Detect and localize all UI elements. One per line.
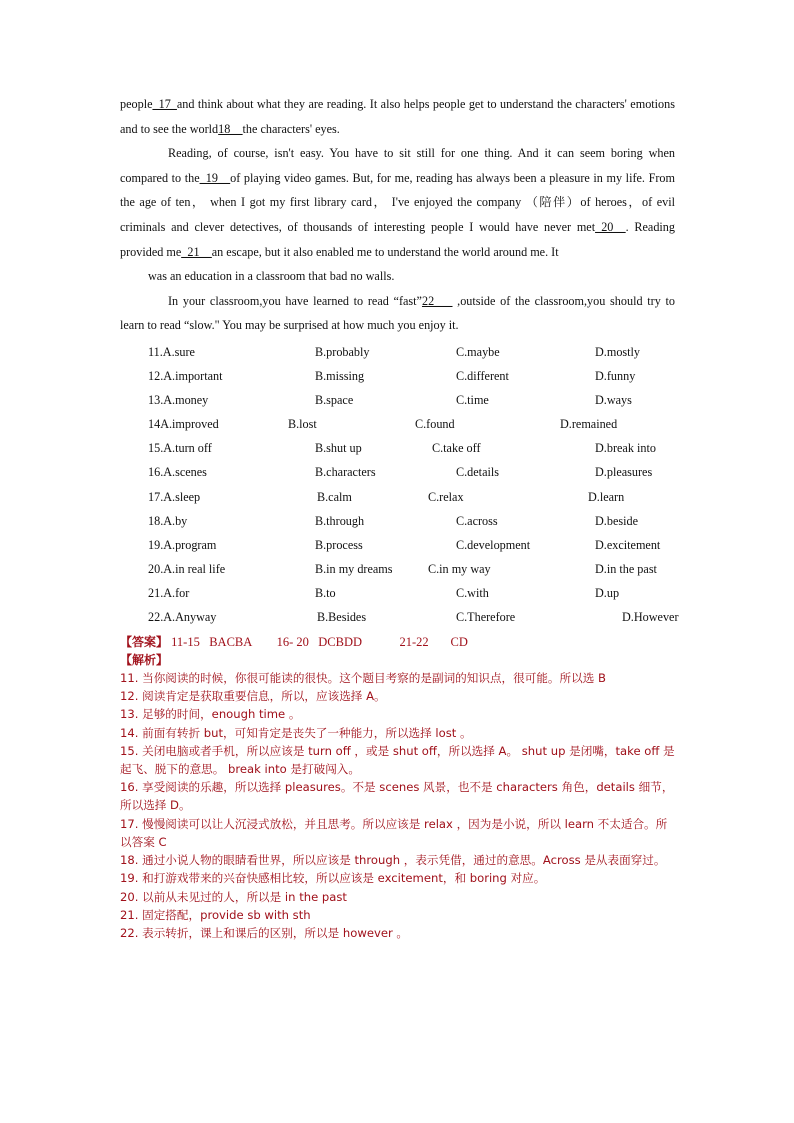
option-b: B.in my dreams: [315, 561, 393, 576]
question-options-row: [120, 605, 679, 629]
analysis-item: 19. 和打游戏带来的兴奋快感相比较，所以应该是 excitement，和 boring 对应。: [120, 871, 546, 886]
option-c: C.across: [456, 513, 498, 528]
option-c: C.take off: [432, 441, 481, 456]
passage-text: . Reading provided me: [120, 219, 675, 259]
passage-text: people: [120, 97, 153, 111]
question-options-row: [120, 533, 675, 557]
passage-text: In your classroom,you have learned to read “fast”: [168, 293, 422, 308]
option-d: D.funny: [595, 369, 636, 384]
document-page: [120, 92, 679, 942]
passage-paragraph-4: [120, 289, 675, 338]
option-b: B.space: [315, 393, 354, 408]
question-options-row: [120, 340, 675, 364]
option-c: C.maybe: [456, 344, 500, 359]
option-d: D.learn: [588, 489, 625, 504]
answer-label: 【答案】: [120, 635, 169, 650]
option-b: B.calm: [317, 489, 352, 504]
analysis-item: 21. 固定搭配，provide sb with sth: [120, 907, 311, 922]
passage-text: an escape, but it also enabled me to understand the world around me. It: [211, 244, 559, 259]
question-options-row: [120, 509, 675, 533]
analysis-item: 15. 关闭电脑或者手机，所以应该是 turn off ，或是 shut off，所以选择 A。 shut up 是闭嘴，take off 是起飞、脱下的意思。 break into 是打破闯入。: [120, 743, 675, 777]
blank-19: _19__: [199, 170, 231, 185]
blank-18: 18__: [218, 121, 243, 136]
blank-22: 22___: [421, 293, 453, 308]
option-a: 17.A.sleep: [148, 489, 201, 504]
analysis-item: 14. 前面有转折 but，可知肯定是丧失了一种能力，所以选择 lost 。: [120, 725, 472, 740]
answer-text: 11-15 BACBA 16- 20 DCBDD 21-22 CD: [171, 635, 468, 650]
option-a: 14A.improved: [148, 417, 219, 432]
blank-21: _21__: [181, 244, 212, 259]
passage-text: Reading, of course, isn't easy. You have to sit still for one thing. And it can seem boring when compared to the: [120, 146, 675, 185]
option-b: B.Besides: [317, 609, 367, 624]
analysis-item: 12. 阅读肯定是获取重要信息，所以，应该选择 A。: [120, 689, 386, 704]
option-d: D.excitement: [595, 537, 661, 552]
question-options-row: [120, 557, 675, 581]
option-d: D.pleasures: [595, 465, 653, 480]
option-d: D.ways: [595, 393, 632, 408]
analysis-label: 【解析】: [120, 653, 169, 668]
option-c: C.in my way: [428, 561, 491, 576]
option-b: B.process: [315, 537, 363, 552]
option-b: B.shut up: [315, 441, 362, 456]
option-b: B.through: [315, 513, 365, 528]
option-d: D.remained: [560, 417, 618, 432]
question-options-row: [120, 485, 675, 509]
analysis-header: [120, 651, 675, 669]
option-a: 11.A.sure: [148, 344, 195, 359]
option-a: 16.A.scenes: [148, 465, 207, 480]
passage-text: ,outside of the classroom,you should try to learn to read “slow." You may be surprised at how much you enjoy it.: [120, 293, 675, 333]
option-a: 21.A.for: [148, 585, 190, 600]
blank-20: _20__: [595, 219, 626, 234]
option-d: D.up: [595, 585, 620, 600]
analysis-item: 16. 享受阅读的乐趣，所以选择 pleasures。不是 scenes 风景，也不是 characters 角色，details 细节，所以选择 D。: [120, 780, 674, 813]
option-b: B.characters: [315, 465, 376, 480]
analysis-item: 17. 慢慢阅读可以让人沉浸式放松，并且思考。所以应该是 relax ，因为是小说，所以 learn 不太适合。所以答案 C: [120, 816, 668, 849]
question-options-row: [120, 412, 675, 436]
options-list: [120, 340, 679, 629]
analysis-list: [120, 669, 675, 942]
option-d: D.break into: [595, 441, 656, 456]
option-c: C.relax: [428, 489, 464, 504]
passage-paragraph-3: was an education in a classroom that bad no walls.: [148, 269, 395, 284]
passage-paragraph-2: [120, 141, 675, 264]
question-options-row: [120, 581, 675, 605]
analysis-item: 22. 表示转折，课上和课后的区别，所以是 however 。: [120, 925, 408, 940]
option-a: 12.A.important: [148, 369, 223, 384]
analysis-item: 11. 当你阅读的时候，你很可能读的很快。这个题目考察的是副词的知识点，很可能。所以选 B: [120, 671, 606, 686]
analysis-item: 18. 通过小说人物的眼睛看世界，所以应该是 through ，表示凭借，通过的意思。Across 是从表面穿过。: [120, 853, 666, 868]
option-a: 13.A.money: [148, 393, 209, 408]
option-b: B.probably: [315, 344, 370, 359]
option-c: C.details: [456, 465, 499, 480]
question-options-row: [120, 364, 675, 388]
option-c: C.with: [456, 585, 489, 600]
analysis-item: 20. 以前从未见过的人，所以是 in the past: [120, 889, 347, 904]
option-a: 18.A.by: [148, 513, 188, 528]
blank-17: _17_: [152, 97, 177, 111]
question-options-row: [120, 460, 675, 484]
option-b: B.to: [315, 585, 336, 600]
option-d: D.However: [622, 609, 679, 624]
option-b: B.lost: [288, 417, 317, 432]
option-a: 19.A.program: [148, 537, 217, 552]
option-d: D.in the past: [595, 561, 657, 576]
option-c: C.development: [456, 537, 531, 552]
option-a: 20.A.in real life: [148, 561, 226, 576]
passage-paragraph-1: [120, 92, 675, 141]
option-d: D.mostly: [595, 344, 641, 359]
question-options-row: [120, 436, 675, 460]
option-a: 15.A.turn off: [148, 441, 212, 456]
question-options-row: [120, 388, 675, 412]
analysis-item: 13. 足够的时间，enough time 。: [120, 707, 301, 722]
passage-text: of playing video games. But, for me, reading has always been a pleasure in my life. From the age of ten， when I got my first library card， I've enjoyed the company （陪伴）of heroes，of evil criminals and clever detectives, of thousands of interesting people I would have never met: [120, 170, 675, 234]
option-c: C.Therefore: [456, 609, 516, 624]
option-c: C.different: [456, 369, 509, 384]
answer-line: [120, 633, 675, 651]
passage-text: and think about what they are reading. It also helps people get to understand the characters' emotions and to see the world: [120, 97, 675, 136]
option-b: B.missing: [315, 369, 365, 384]
option-c: C.time: [456, 393, 489, 408]
passage-text: the characters' eyes.: [242, 121, 340, 136]
option-c: C.found: [415, 417, 455, 432]
option-a: 22.A.Anyway: [148, 609, 217, 624]
option-d: D.beside: [595, 513, 638, 528]
